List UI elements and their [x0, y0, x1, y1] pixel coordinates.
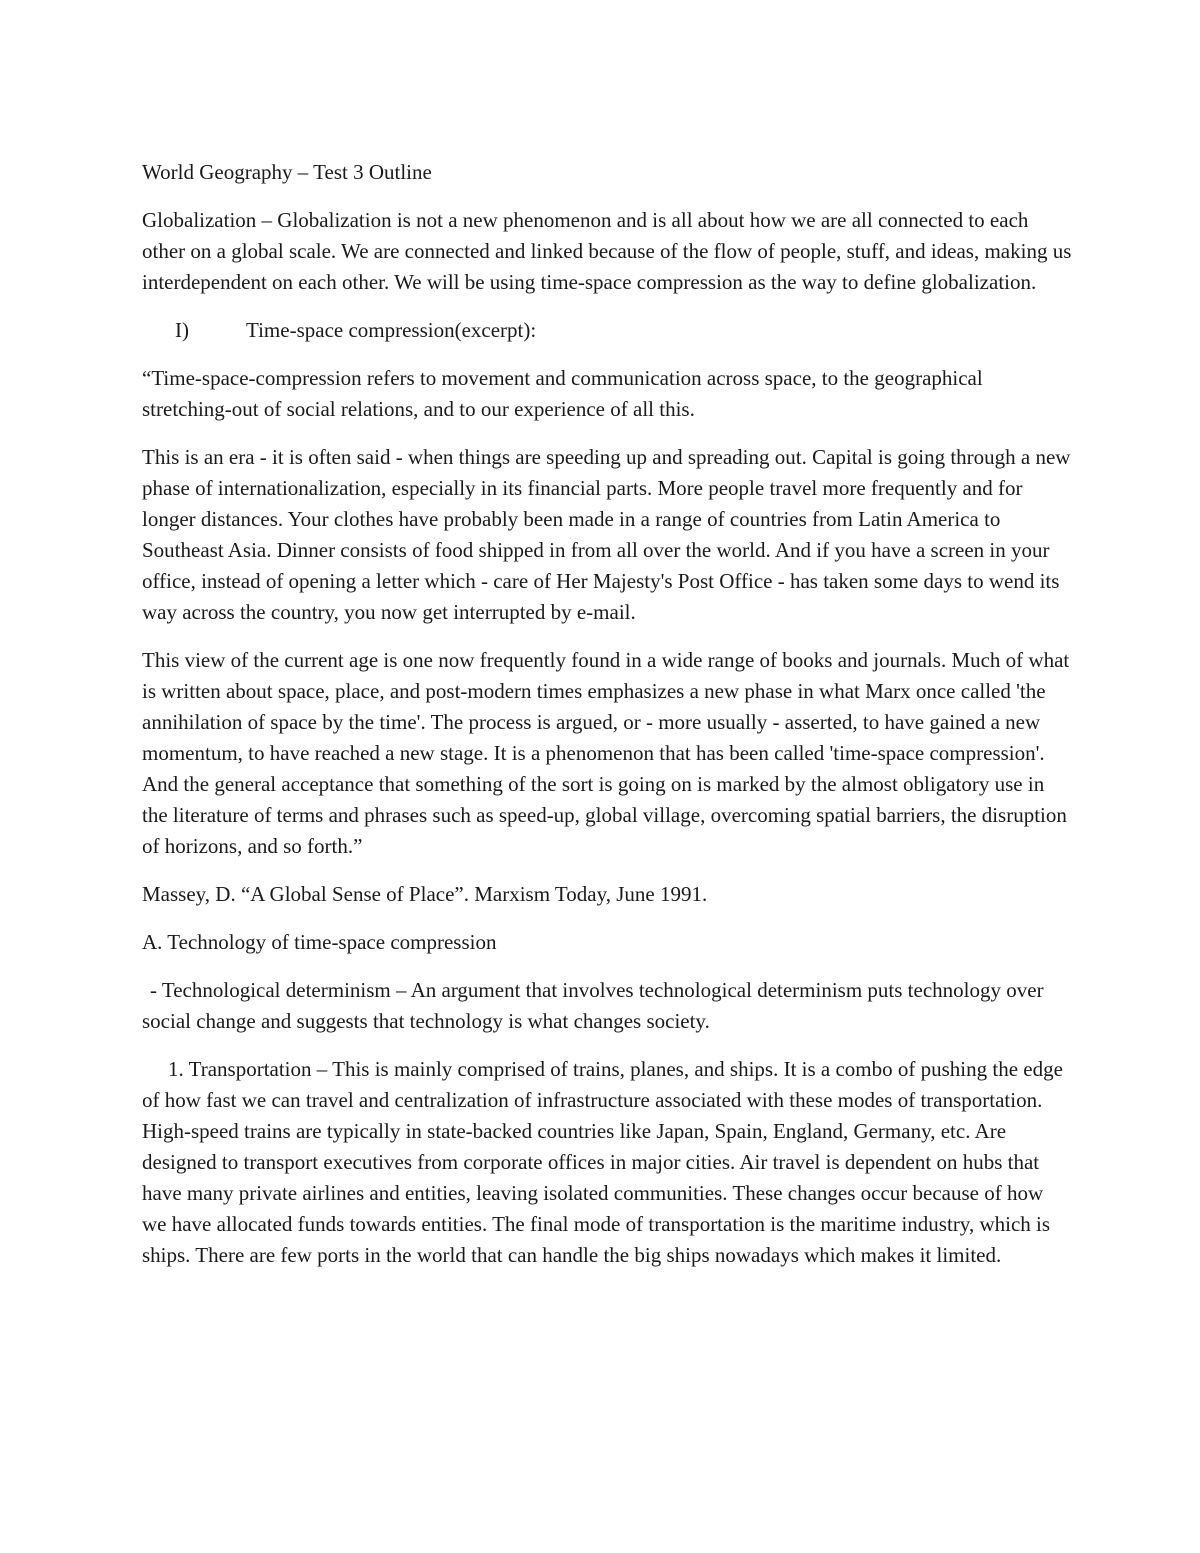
section-i-heading	[175, 315, 1072, 346]
document-body	[142, 157, 1072, 1288]
tech-determinism-paragraph: - Technological determinism – An argument that involves technological determinism puts technology over social change and suggests that technology is what changes society.	[142, 978, 1044, 1033]
section-i-number: I)	[175, 318, 189, 342]
quote-paragraph-2: This is an era - it is often said - when things are speeding up and spreading out. Capital is going through a new phase of internationalization, especially in its financial parts. More people travel more frequently and for longer distances. Your clothes have probably been made in a range of countries from Latin America to Southeast Asia. Dinner consists of food shipped in from all over the world. And if you have a screen in your office, instead of opening a letter which - care of Her Majesty's Post Office - has taken some days to wend its way across the country, you now get interrupted by e-mail.	[142, 445, 1071, 624]
quote-paragraph-3: This view of the current age is one now frequently found in a wide range of books and journals. Much of what is written about space, place, and post-modern times emphasizes a new phase in what Marx once called 'the annihilation of space by the time'. The process is argued, or - more usually - asserted, to have gained a new momentum, to have reached a new stage. It is a phenomenon that has been called 'time-space compression'. And the general acceptance that something of the sort is going on is marked by the almost obligatory use in the literature of terms and phrases such as speed-up, global village, overcoming spatial barriers, the disruption of horizons, and so forth.”	[142, 648, 1070, 858]
quote-paragraph-1: “Time-space-compression refers to movement and communication across space, to the geographical stretching-out of social relations, and to our experience of all this.	[142, 366, 983, 421]
subsection-a-heading: A. Technology of time-space compression	[142, 930, 497, 954]
intro-paragraph: Globalization – Globalization is not a new phenomenon and is all about how we are all connected to each other on a global scale. We are connected and linked because of the flow of people, stuff, and ideas, making us interdependent on each other. We will be using time-space compression as the way to define globalization.	[142, 208, 1072, 294]
transportation-paragraph: 1. Transportation – This is mainly comprised of trains, planes, and ships. It is a combo of pushing the edge of how fast we can travel and centralization of infrastructure associated with these modes of transportation. High-speed trains are typically in state-backed countries like Japan, Spain, England, Germany, etc. Are designed to transport executives from corporate offices in major cities. Air travel is dependent on hubs that have many private airlines and entities, leaving isolated communities. These changes occur because of how we have allocated funds towards entities. The final mode of transportation is the maritime industry, which is ships. There are few ports in the world that can handle the big ships nowadays which makes it limited.	[142, 1057, 1063, 1267]
document-title: World Geography – Test 3 Outline	[142, 160, 432, 184]
citation: Massey, D. “A Global Sense of Place”. Marxism Today, June 1991.	[142, 882, 708, 906]
section-i-title: Time-space compression(excerpt):	[246, 318, 537, 342]
